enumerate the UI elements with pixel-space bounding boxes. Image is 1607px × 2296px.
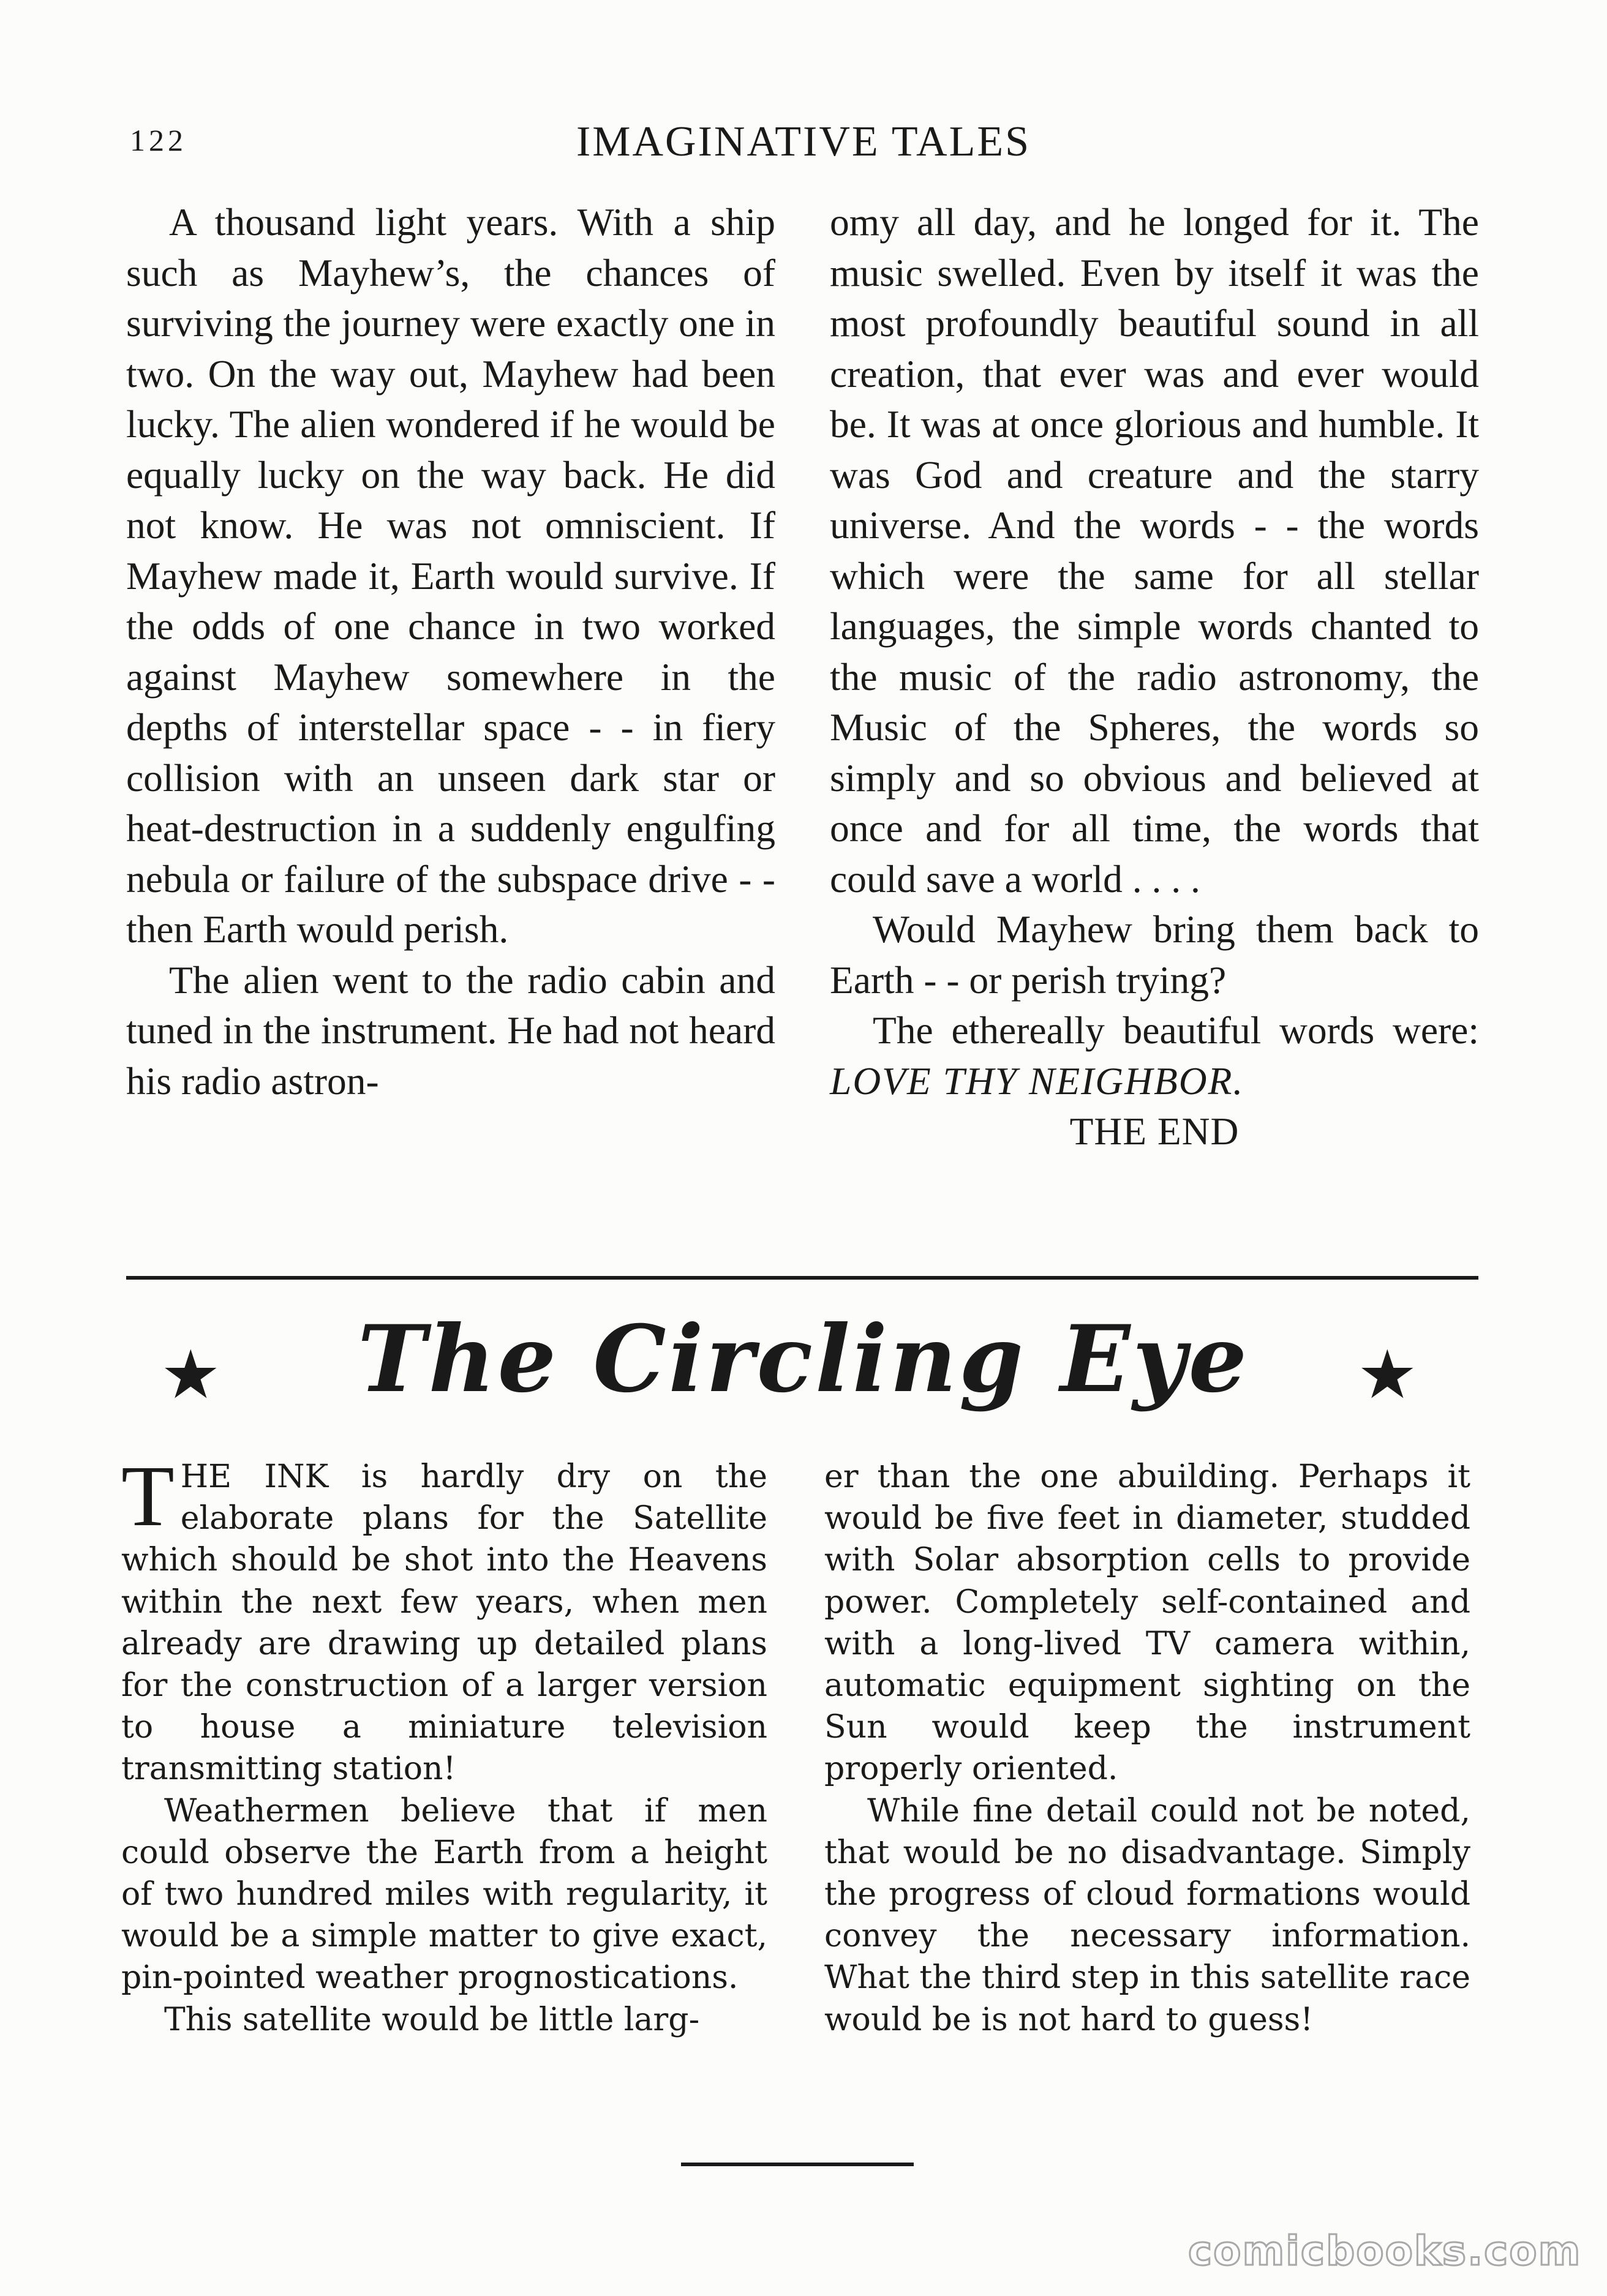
story-column-left — [126, 197, 775, 1106]
story-paragraph: A thousand light years. With a ship such as Mayhew’s, the chances of surviving the journey were exactly one in two. On the way out, Mayhew had been lucky. The alien wondered if he would be equally lucky on the way back. He did not know. He was not omniscient. If Mayhew made it, Earth would survive. If the odds of one chance in two worked against Mayhew somewhere in the depths of interstellar space - - in fiery collision with an unseen dark star or heat-destruction in a suddenly engulfing nebula or failure of the subspace drive - - then Earth would perish. — [126, 200, 775, 951]
feature-column-left — [121, 1447, 767, 2041]
page-number: 122 — [130, 123, 187, 157]
feature-paragraph: Weathermen believe that if men could observe the Earth from a height of two hundred miles with regularity, it would be a simple matter to give exact, pin-pointed weather prognostications. — [121, 1792, 767, 1997]
story-paragraph: The alien went to the radio cabin and tuned in the instrument. He had not heard his radio astron- — [126, 958, 775, 1103]
section-divider — [126, 1276, 1478, 1280]
feature-paragraph: This satellite would be little larg- — [164, 2001, 700, 2038]
feature-column-right — [824, 1456, 1470, 2041]
feature-paragraph: er than the one abuilding. Perhaps it would be five feet in diameter, studded with Solar absorption cells to provide power. Completely self-contained and with a long-lived TV camera within, automatic equipment sighting on the Sun would keep the instrument properly oriented. — [824, 1458, 1470, 1788]
feature-lead-paragraph — [121, 1447, 767, 1790]
story-final-words: LOVE THY NEIGHBOR. — [830, 1059, 1244, 1103]
the-end-marker: THE END — [1069, 1109, 1240, 1153]
star-icon-right: ★ — [1357, 1335, 1418, 1414]
watermark: comicbooks.com — [1188, 2227, 1582, 2275]
feature-title: The Circling Eye — [357, 1305, 1250, 1413]
star-icon-left: ★ — [160, 1335, 221, 1414]
running-head: IMAGINATIVE TALES — [576, 118, 1031, 165]
end-rule — [681, 2163, 914, 2166]
feature-paragraph: While fine detail could not be noted, that would be no disadvantage. Simply the progress of cloud formations would convey the necessary information. What the third step in this satellite race would be is not hard to guess! — [824, 1792, 1471, 2038]
drop-cap: T — [121, 1447, 175, 1544]
story-paragraph: omy all day, and he longed for it. The music swelled. Even by itself it was the most profoundly beautiful sound in all creation, that ever was and ever would be. It was at once glorious and humble. It was God and creature and the starry universe. And the words - - the words which were the same for all stellar languages, the simple words chanted to the music of the radio astronomy, the Music of the Spheres, the words so simply and so obvious and believed at once and for all time, the words that could save a world . . . . — [830, 200, 1479, 901]
story-paragraph: Would Mayhew bring them back to Earth - - or perish trying? — [830, 907, 1479, 1002]
story-final-paragraph — [830, 1005, 1479, 1106]
feature-lead-text: HE INK is hardly dry on the elaborate plans for the Satellite which should be shot into the Heavens within the next few years, when men already are drawing up detailed plans for the construction of a larger version to house a miniature television transmitting station! — [121, 1458, 767, 1788]
story-column-right — [830, 197, 1479, 1157]
story-final-lead: The ethereally beautiful words were: — [873, 1008, 1479, 1052]
